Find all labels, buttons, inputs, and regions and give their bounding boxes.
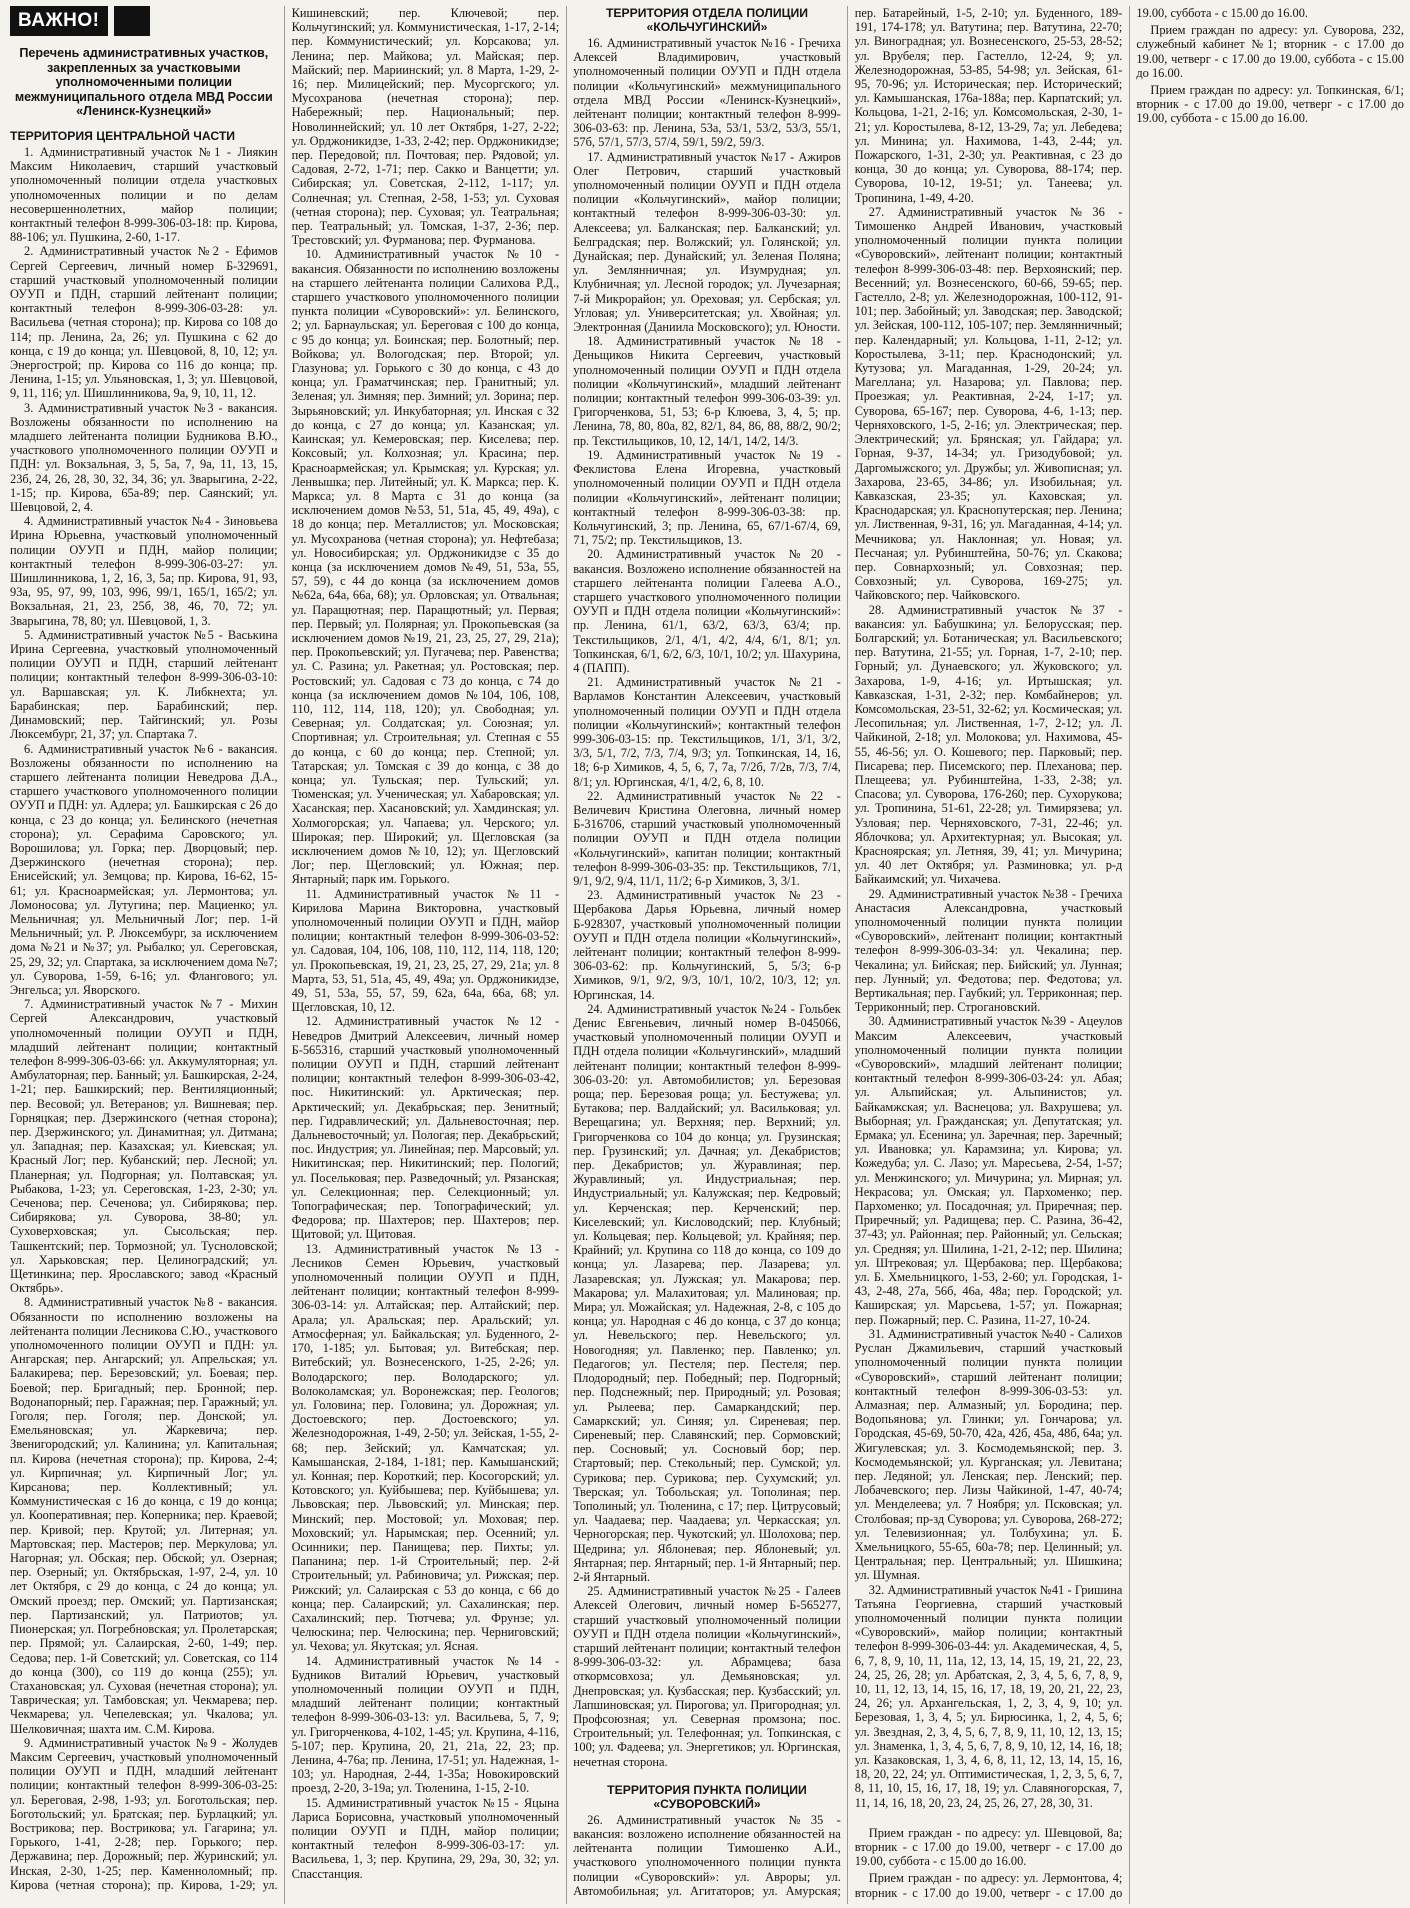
- district-entry: 10. Административный участок №10 - вакансия. Обязанности по исполнению возложены на старшего лейтенанта полиции Салихова Р.Д., старшего участкового уполномоченного полиции пункта полиции «Суворовский»: ул. Белинского, 2; ул. Барнаульская; ул. Береговая с 100 до конца, с 95 до конца; ул. Боинская; пер. Болотный; пер. Войкова; ул. Вологодская; пер. Второй; ул. Глазунова; ул. Горького с 30 до конца, с 43 до конца; ул. Граматчинская; пер. Гранитный; ул. Зеленая; ул. Зимняя; пер. Зимний; ул. Зорина; пер. Зырьяновский; ул. Инкубаторная; ул. Инская с 32 до конца, с 27 до конца; ул. Казанская; ул. Каинская; ул. Кемеровская; пер. Киселева; пер. Коксовый; ул. Колхозная; ул. Красина; пер. Красноармейская; ул. Крымская; ул. Курская; ул. Ленвышка; пер. Литейный; ул. К. Маркса; пер. К. Маркса; ул. 8 Марта с 31 до конца (за исключением домов №53, 51, 51а, 45, 49, 49а), с 18 до конца; пер. Металлистов; ул. Московская; ул. Мусохранова (четная сторона); ул. Нефтебаза; ул. Новосибирская; ул. Орджоникидзе с 35 до конца (за исключением домов №49, 51, 53а, 55, 57, 59), с 44 до конца (за исключением домов №62а, 64а, 66а, 68); ул. Орловская; ул. Отвальная; ул. Паращютная; пер. Паращютный; ул. Первая; пер. Первый; ул. Полярная; ул. Прокопьевская (за исключением домов №19, 21, 23, 25, 27, 29, 21а); пер. Прокопьевский; ул. Пугачева; пер. Равенства; ул. С. Разина; ул. Ракетная; ул. Ростовская; пер. Ростовский; ул. Садовая с 73 до конца, с 74 до конца (за исключением домов №104, 106, 108, 110, 112, 114, 118, 120); ул. Свободная; ул. Северная; ул. Солдатская; ул. Союзная; ул. Спортивная; ул. Строительная; ул. Степная с 55 до конца, с 60 до конца; пер. Степной; ул. Татарская; ул. Томская с 39 до конца, с 38 до конца; ул. Тульская; пер. Тульский; ул. Тюменская; ул. Ученическая; ул. Хабаровская; ул. Хасанская; пер. Хасановский; ул. Хамдинская; ул. Холмогорская; ул. Чапаева; ул. Черского; ул. Широкая; пер. Широкий; ул. Щегловская (за исключением домов №10, 12); ул. Щегловский Лог; пер. Щегловский; ул. Южная; пер. Янтарный; парк им. Горького.: [291, 247, 560, 887]
- district-entry: 18. Административный участок №18 - Деньщиков Никита Сергеевич, участковый уполномоченный полиции ОУУП и ПДН отдела полиции «Кольчугинский», младший лейтенант полиции; контактный телефон 999-306-03-39: ул. Григорченкова, 51, 53; 6-р Клюева, 3, 4, 5; пр. Ленина, 78, 80, 80а, 82, 82/1, 84, 86, 88, 88/2, 90/2; пр. Текстильщиков, 10, 12, 14/1, 14/2, 14/3.: [573, 334, 841, 448]
- district-entry: 22. Административный участок №22 - Величевич Кристина Олеговна, личный номер Б-316706, старший участковый уполномоченный полиции ОУУП и ПДН отдела полиции «Кольчугинский», капитан полиции; контактный телефон 8-999-306-03-35: пр. Текстильщиков, 7/1, 9/1, 9/2, 9/4, 11/1, 11/2; 6-р Химиков, 3, 3/1.: [573, 788, 841, 888]
- district-entry: 4. Административный участок №4 - Зиновьева Ирина Юрьевна, участковый уполномоченный полиции ОУУП и ПДН, майор полиции; контактный телефон 8-999-306-03-27: ул. Шишлинникова, 1, 2, 16, 3, 5а; пр. Кирова, 91, 93, 93а, 95, 97, 99, 103, 996, 99/1, 165/1, 165/2; ул. Вокзальная, 21, 23, 25б, 38, 46, 70, 72; ул. Зварыгина, 78, 80; ул. Шевцовой, 1, 3.: [10, 514, 278, 628]
- district-entry: 3. Административный участок №3 - вакансия. Возложены обязанности по исполнению на младшего лейтенанта полиции Будникова В.Ю., участкового уполномоченного полиции ОУУП и ПДН: ул. Вокзальная, 3, 5, 5а, 7, 9а, 11, 13, 15, 23б, 24, 26, 28, 30, 32, 34, 36; ул. Зварыгина, 2-22, 1-15; пр. Кирова, 65а-89; пер. Саянский; ул. Шевцовой, 2, 4.: [10, 400, 278, 515]
- district-entry: 6. Административный участок №6 - вакансия. Возложены обязанности по исполнению на старшего лейтенанта полиции Неведрова Д.А., старшего участкового уполномоченного полиции ОУУП и ПДН: ул. Адлера; ул. Башкирская с 26 до конца, с 23 до конца; ул. Белинского (нечетная сторона); ул. Серафима Саровского; ул. Ворошилова; ул. Горка; пер. Дворцовый; пер. Дзержинского (нечетная сторона); пер. Енисейский; ул. Земцова; пр. Кирова, 16-62, 15-61; ул. Красноармейская; ул. Лермонтова; ул. Ломоносова; ул. Лутугина; пер. Мациенко; ул. Мельничная; ул. Мельничный Лог; пер. 1-й Мельничный; ул. Р. Люксембург, за исключением дома №21 и №37; ул. Рыбалко; ул. Сереговская, 25, 29, 32; ул. Спартака, за исключением дома №7; ул. Суворова, 1-59, 6-16; ул. Флангового; ул. Энгельса; ул. Яворского.: [10, 741, 278, 997]
- district-entry: 13. Административный участок №13 - Лесников Семен Юрьевич, участковый уполномоченный полиции ОУУП и ПДН, лейтенант полиции; контактный телефон 8-999-306-03-14: ул. Алтайская; пер. Алтайский; пер. Арала; ул. Аральская; пер. Аральский; ул. Атмосферная; ул. Байкальская; ул. Буденного, 2-170, 1-185; ул. Бытовая; ул. Витебская; пер. Витебский; ул. Вознесенского, 1-25, 2-26; ул. Володарского; пер. Володарского; ул. Волоколамская; ул. Воронежская; пер. Геологов; ул. Головина; пер. Головина; ул. Дорожная; ул. Достоевского; пер. Достоевского; ул. Железнодорожная, 1-49, 2-50; ул. Зейская, 1-55, 2-68; пер. Зейский; ул. Камчатская; ул. Камышанская, 2-184, 1-181; пер. Камышанский; ул. Конная; пер. Короткий; пер. Косогорский; ул. Котовского; ул. Куйбышева; пер. Куйбышева; ул. Львовская; пер. Львовский; ул. Минская; пер. Минский; пер. Мостовой; ул. Моховая; пер. Моховский; ул. Нарымская; пер. Осенний; ул. Осинники; пер. Панищева; пер. Пихты; ул. Папанина; пер. 1-й Строительный; пер. 2-й Строительный; ул. Рабиновича; ул. Рижская; пер. Рижский; ул. Салаирская с 53 до конца, с 66 до конца; пер. Салаирский; ул. Сахалинская; пер. Сахалинский; пер. Тютчева; ул. Фрунзе; ул. Челюскина; пер. Челюскина; пер. Черниговский; ул. Чехова; ул. Якутская; ул. Ясная.: [291, 1241, 560, 1654]
- district-entry: 17. Административный участок №17 - Ажиров Олег Петрович, старший участковый уполномоченный полиции ОУУП и ПДН отдела полиции «Кольчугинский», майор полиции; контактный телефон 8-999-306-03-30: ул. Алексеева; ул. Балканская; пер. Балканский; ул. Белградская; пер. Волжский; ул. Голянской; ул. Дунайская; пер. Дунайский; ул. Зеленая Поляна; ул. Землянничная; ул. Изумрудная; ул. Клубничная; ул. Лесной городок; ул. Лучезарная; 7-й Микрорайон; ул. Ореховая; ул. Сербская; ул. Угловая; ул. Университетская; ул. Хвойная; ул. Электронная (Даниила Московского); ул. Юности.: [573, 149, 841, 335]
- district-entry: 16. Административный участок №16 - Гречиха Алексей Владимирович, участковый уполномоченный полиции ОУУП и ПДН отдела полиции «Кольчугинский» межмуниципального отдела МВД России «Ленинск-Кузнецкий», лейтенант полиции; контактный телефон 8-999-306-03-63: пр. Ленина, 53а, 53/1, 53/2, 53/3, 55/1, 57б, 57/1, 57/3, 57/4, 59/1, 59/2, 59/3.: [573, 36, 841, 150]
- district-entry: 12. Административный участок №12 - Неведров Дмитрий Алексеевич, личный номер Б-565316, старший участковый уполномоченный полиции ОУУП и ПДН, старший лейтенант полиции; контактный телефон 8-999-306-03-42, пос. Никитинский: ул. Арктическая; пер. Арктический; ул. Декабрьская; пер. Зенитный; пер. Гидравлический; ул. Дальневосточная; пер. Дальневосточный; ул. Пологая; пер. Декабрьский; пос. Индустрия; ул. Линейная; пер. Марсовый; ул. Никитинская; пер. Никитинский; пер. Пологий; ул. Посельковая; пер. Разведочный; ул. Рязанская; ул. Селекционная; пер. Селекционный; ул. Топографическая; пер. Топографический; ул. Федорова; пр. Шахтеров; пер. Шахтеров; пер. Щитовой; ул. Щитовая.: [291, 1014, 560, 1242]
- sections-container: [10, 6, 1122, 1904]
- territory-heading: ТЕРРИТОРИЯ ОТДЕЛА ПОЛИЦИИ «КОЛЬЧУГИНСКИЙ»: [605, 6, 809, 34]
- district-entry: 25. Административный участок №25 - Галеев Алексей Олегович, личный номер Б-565277, старший участковый уполномоченный полиции ОУУП и ПДН отдела полиции «Кольчугинский», старший лейтенант полиции; контактный телефон 8-999-306-03-32: ул. Абрамцева; база откормсовхоза; ул. Демьяновская; ул. Днепровская; ул. Кузбасская; пер. Кузбасский; ул. Лапшиновская; ул. Пирогова; ул. Пригородная; ул. Профсоюзная; ул. Северная промзона; пос. Строительный; ул. Телефонная; ул. Топкинская, с 100; ул. Фадеева; ул. Энергетиков; ул. Юргинская, нечетная сторона.: [573, 1584, 841, 1769]
- district-entry: 29. Административный участок №38 - Гречиха Анастасия Александровна, участковый уполномоченный полиции пункта полиции «Суворовский», лейтенант полиции; контактный телефон 8-999-306-03-34: ул. Чекалина; пер. Чекалина; ул. Бийская; пер. Бийский; ул. Лунная; пер. Лунный; ул. Федотова; пер. Федотова; ул. Вертикальная; пер. Гаубкий; ул. Терриконная; пер. Терриконный; пер. Строгановский.: [854, 886, 1123, 1015]
- document-title: Перечень административных участков, закрепленных за участковыми уполномоченными полиции межмуниципального отдела МВД России «Ленинск-Кузнецкий»: [14, 46, 273, 119]
- reception-line: Прием граждан по адресу: ул. Топкинская, 6/1; вторник - с 17.00 до 19.00, четверг - с 17.00 до 19.00, суббота - с 15.00 до 16.00.: [1136, 83, 1404, 126]
- banner-block-icon: [114, 6, 150, 36]
- district-entry: 9. Административный участок №9 - Жолудев Максим Сергеевич, участковый уполномоченный полиции ОУУП и ПДН, младший лейтенант полиции; контактный телефон 8-999-306-03-25: ул. Береговая, 2-98, 1-93; ул. Боготольская; пер. Боготольский; ул. Братская; пер. Бурлацкий; ул. Вострикова; пер. Вострикова; ул. Гагарина; ул. Горького, 1-41, 2-28; пер. Горького; пер. Державина; пер. Дорожный; пер. Журинский; ул. Инская, 2-30, 1-25; пер. Каменноломный; пр. Кирова (четная сторона); пр. Кирова, 1-29; ул. Кишиневский; пер. Ключевой; пер. Кольчугинский; ул. Коммунистическая, 1-17, 2-14; пер. Коммунистический; ул. Корсакова; ул. Ленина; пер. Майкова; ул. Майская; пер. Майский; пер. Мариинский; ул. 8 Марта, 1-29, 2-16; пер. Милицейский; пер. Мусоргского; ул. Мусохранова (нечетная сторона); пер. Набережный; пер. Национальный; пер. Новолиннейский; ул. 10 лет Октября, 1-27, 2-22; ул. Орджоникидзе, 1-33, 2-42; пер. Орджоникидзе; пер. Передовой; пл. Почтовая; пер. Рядовой; ул. Садовая, 2-72, 1-71; пер. Сакко и Ванцетти; ул. Сибирская; ул. Советская, 2-112, 1-117; ул. Солнечная; ул. Степная, 2-58, 1-53; ул. Суховая (четная сторона); пер. Суховая; ул. Театральная; пер. Театральный; ул. Томская, 1-37, 2-36; пер. Трестовский; ул. Фурманова; пер. Фурманова.: [10, 6, 560, 1892]
- district-entry: 24. Административный участок №24 - Гольбек Денис Евгеньевич, личный номер В-045066, участковый уполномоченный полиции ОУУП и ПДН отдела полиции «Кольчугинский», младший лейтенант полиции; контактный телефон 8-999-306-03-20: ул. Автомобилистов; ул. Березовая роща; пер. Березовая роща; ул. Бестужева; ул. Бутакова; пер. Валдайский; ул. Васильковая; ул. Верещагина; ул. Верхняя; пер. Верхний; ул. Григорченкова со 104 до конца; ул. Грузинская; пер. Грузинский; ул. Дачная; ул. Декабристов; пер. Декабристов; ул. Журавлиная; пер. Журавлиный; ул. Индустриальная; пер. Индустриальный; ул. Калужская; пер. Кедровый; ул. Керченская; пер. Керченский; пер. Киселевский; ул. Кисловодский; пер. Клубный; ул. Кольцевая; пер. Кольцевой; ул. Крайняя; пер. Крайний; ул. Крупина со 118 до конца, со 109 до конца; ул. Лазарева; пер. Лазарева; ул. Лазаревская; ул. Лужская; ул. Макарова; пер. Макарова; ул. Малахитовая; ул. Малиновая; пр. Мира; ул. Можайская; ул. Надежная, 2-8, с 105 до конца; ул. Народная с 46 до конца, с 37 до конца; ул. Невельского; пер. Невельского; ул. Новогодняя; ул. Павленко; пер. Павленко; ул. Педагогов; ул. Пестеля; пер. Пестеля; пер. Плодородный; пер. Победный; пер. Подгорный; пер. Подснежный; пер. Природный; ул. Розовая; ул. Рылеева; пер. Самаркандский; пер. Самаркский; ул. Синяя; ул. Сиреневая; пер. Сиреневый; пер. Славянский; пер. Сормовский; пер. Сосновый; ул. Сосновый бор; пер. Стартовый; пер. Стекольный; пер. Сумской; ул. Сурикова; пер. Сурикова; пер. Сухумский; ул. Тверская; ул. Тобольская; ул. Тополиная; пер. Тополиный; ул. Тюленина, с 17; пер. Цитрусовый; ул. Чаадаева; пер. Чаадаева; ул. Черкасская; ул. Черногорская; пер. Чукотский; ул. Шолохова; пер. Щедрина; ул. Яблоневая; пер. Яблоневый; ул. Янтарная; пер. Янтарный; пер. 1-й Янтарный; пер. 2-й Янтарный.: [573, 1001, 841, 1584]
- district-entry: 23. Административный участок №23 - Щербакова Дарья Юрьевна, личный номер Б-928307, участковый уполномоченный полиции ОУУП и ПДН отдела полиции «Кольчугинский», лейтенант полиции; контактный телефон 8-999-306-03-62: пр. Кольчугинский, 5, 5/3; 6-р Химиков, 9/1, 9/2, 9/3, 10/1, 10/2, 10/3, 12; ул. Юргинская, 14.: [573, 888, 841, 1002]
- district-entry: 14. Административный участок №14 - Будников Виталий Юрьевич, участковый уполномоченный полиции ОУУП и ПДН, младший лейтенант полиции; контактный телефон 8-999-306-03-13: ул. Васильева, 5, 7, 9; ул. Григорченкова, 4-102, 1-45; ул. Крупина, 4-116, 5-107; пер. Крупина, 20, 21, 21а, 22, 23; пр. Ленина, 4-76а; пр. Ленина, 17-51; ул. Надежная, 1-103; ул. Народная, 2-44, 1-35а; Новокировский проезд, 2-20, 3-19а; ул. Тюленина, 1-15, 2-10.: [291, 1653, 560, 1796]
- territory-heading: ТЕРРИТОРИЯ ЦЕНТРАЛЬНОЙ ЧАСТИ: [10, 128, 236, 143]
- district-entry: 19. Административный участок №19 - Феклистова Елена Игоревна, участковый уполномоченный полиции ОУУП и ПДН отдела полиции «Кольчугинский», лейтенант полиции; контактный телефон 8-999-306-03-38: пр. Кольчугинский, 3; пр. Ленина, 65, 67/1-67/4, 69, 71, 75/2; пр. Текстильщиков, 13.: [573, 447, 841, 548]
- district-entry: 15. Административный участок №15 - Яцына Лариса Борисовна, участковый уполномоченный полиции ОУУП и ПДН, майор полиции; контактный телефон 8-999-306-03-17: ул. Васильева, 1, 3; пер. Крупина, 29, 29а, 30, 32; ул. Спасстанция.: [291, 1795, 560, 1881]
- district-entry: 30. Административный участок №39 - Ацеулов Максим Алексеевич, участковый уполномоченный полиции пункта полиции «Суворовский», младший лейтенант полиции; контактный телефон 8-999-306-03-24: ул. Абая; ул. Альпийская; ул. Альпинистов; ул. Байкамжская; ул. Васнецова; ул. Вахрушева; ул. Выборная; ул. Гражданская; ул. Депутатская; ул. Ермака; ул. Есенина; ул. Заречная; пер. Заречный; ул. Ивановка; ул. Карамзина; ул. Кирова; ул. Кожедуба; ул. С. Лазо; ул. Маресьева, 2-54, 1-57; ул. Менжинского; ул. Мичурина; ул. Мирная; ул. Некрасова; ул. Омская; ул. Пархоменко; пер. Пархоменко; ул. Посадочная; ул. Приречная; пер. Приречный; ул. Радищева; пер. С. Разина, 36-42, 37-43; ул. Районная; пер. Районный; ул. Сельская; ул. Средняя; ул. Шилина, 1-21, 2-12; пер. Шилина; ул. Штрековая; ул. Щербакова; пер. Щербакова; ул. Б. Хмельницкого, 1-53, 2-60; ул. Городская, 1-43, 2-48, 27а, 56б, 46а, 48а; пер. Городской; ул. Каширская; ул. Марсьева, 1-57; ул. Пожарная; пер. Пожарный; пер. С. Разина, 11-27, 10-24.: [854, 1014, 1123, 1327]
- district-entry: 26. Административный участок №35 - вакансия: возложено исполнение обязанностей на лейтенанта полиции Тимошенко А.И., участкового уполномоченного полиции пункта полиции «Суворовский»: ул. Авроры; ул. Автомобильная; ул. Агитаторов; ул. Амурская; пер. Батарейный, 1-5, 2-10; ул. Буденного, 189-191, 174-178; ул. Ватутина; пер. Ватутина, 22-70; ул. Виноградная; ул. Вознесенского, 25-53, 28-52; ул. Врубеля; пер. Гастелло, 12-24, 9; ул. Железнодорожная, 53-85, 54-98; ул. Зейская, 61-95, 70-96; ул. Историческая; пер. Исторический; ул. Камышанская, 176а-188а; пер. Карпатский; ул. Кольцова, 1-21, 2-16; ул. Комсомольская, 2-30, 1-21; ул. Коростылева, 8-12, 13-29, 7а; ул. Лебедева; ул. Минина; ул. Нахимова, 1-43, 2-44; ул. Пожарского, 1-31, 2-30; ул. Реактивная, с 23 до конца, 30 до конца; ул. Суворова, 88-174; пер. Суворова, 10-12, 19-51; ул. Танеева; ул. Тропинина, 1-49, 4-20.: [573, 6, 1123, 1898]
- district-entry: 28. Административный участок №37 - вакансия: ул. Бабушкина; ул. Белорусская; пер. Болгарский; ул. Ботаническая; ул. Васильевского; пер. Ватутина, 21-55; ул. Горная, 1-7, 2-10; пер. Горный; ул. Дунаевского; ул. Жуковского; ул. Захарова, 1-9, 4-16; ул. Иртышская; ул. Кавказская, 1-31, 2-32; пер. Комбайнеров; ул. Комсомольская, 23-51, 32-62; ул. Космическая; ул. Лесопильная; ул. Лиственная, 1-7, 2-12; ул. Л. Чайкиной, 2-18; ул. Молокова; ул. Нахимова, 45-55, 46-56; ул. О. Кошевого; пер. Парковый; пер. Писарева; пер. Писемского; пер. Плеханова; пер. Плещеева; ул. Рубинштейна, 1-33, 2-38; ул. Спасова; ул. Суворова, 176-260; пер. Сухорукова; ул. Тропинина, 51-61, 22-28; ул. Тимирязева; ул. Узловая; пер. Черняховского, 7-31, 22-46; ул. Яблочкова; ул. Архитектурная; ул. Высокая; ул. Красноярская; ул. Летняя, 39, 41; ул. Мичурина; ул. 40 лет Октября; ул. Разминовка; ул. р-д Байкаимский; ул. Чихачева.: [854, 602, 1123, 887]
- district-entry: 27. Административный участок №36 - Тимошенко Андрей Иванович, участковый уполномоченный полиции пункта полиции «Суворовский», лейтенант полиции; контактный телефон 8-999-306-03-48: пер. Верхоянский; пер. Весенний; ул. Вознесенского, 60-66, 59-65; пер. Гастелло, 2-8; ул. Железнодорожная, 100-112, 91-101; пер. Забойный; ул. Заводская; пер. Заводской; ул. Зейская, 100-112, 105-107; пер. Землянничный; пер. Календарный; ул. Кольцова, 1-11, 2-12; ул. Коростылева, 3-11; пер. Краснодонский; ул. Кутузова; ул. Магаданная, 1-29, 20-24; ул. Магеллана; ул. Назарова; ул. Павлова; пер. Проезжая; ул. Реактивная, 2-24, 1-17; ул. Суворова, 65-167; пер. Суворова, 4-6, 1-13; пер. Черняховского, 1-5, 2-16; ул. Электрическая; пер. Электрический; ул. Брянская; ул. Гайдара; ул. Горная, 9-37, 14-34; ул. Гризодубовой; ул. Даргомыжского; ул. Дружбы; ул. Живописная; ул. Захарова, 23-65, 34-86; ул. Изобильная; ул. Кавказская, 23-35; ул. Каховская; ул. Краснодарская; ул. Краснопутерская; пер. Ленина; ул. Лиственная, 9-31, 16; ул. Магаданная, 4-14; ул. Мечникова; ул. Наклонная; ул. Новая; ул. Песчаная; ул. Рубинштейна, 50-76; ул. Скакова; пер. Совнархозный; ул. Совхозная; пер. Совхозный; ул. Суворова, 169-275; ул. Чайковского; пер. Чайковского.: [854, 204, 1123, 603]
- reception-line: Прием граждан - по адресу: ул. Шевцовой, 8а; вторник - с 17.00 до 19.00, четверг - с 17.00 до 19.00, суббота - с 15.00 до 16.00.: [854, 1825, 1123, 1869]
- district-entry: 20. Административный участок №20 - вакансия. Возложено исполнение обязанностей на старшего лейтенанта полиции Галеева А.О., старшего участкового уполномоченного полиции ОУУП и ПДН отдела полиции «Кольчугинский»: пр. Ленина, 61/1, 63/2, 63/3, 63/4; пр. Текстильщиков, 2/1, 4/1, 4/2, 4/4, 6/1, 8/1; ул. Топкинская, 6/1, 6/2, 6/3, 10/1, 10/2; ул. Шахурина, 4 (ПАПП).: [573, 547, 841, 675]
- reception-line: Прием граждан - по адресу: ул. Лермонтова, 4; вторник - с 17.00 до 19.00, четверг - с 17.00 до 19.00, суббота - с 15.00 до 16.00.: [854, 6, 1308, 1900]
- important-banner: ВАЖНО!: [10, 6, 108, 36]
- district-entry: 11. Административный участок №11 - Кирилова Марина Викторовна, участковый уполномоченный полиции ОУУП и ПДН, майор полиции; контактный телефон 8-999-306-03-52: ул. Садовая, 104, 106, 108, 110, 112, 114, 118, 120; ул. Прокопьевская, 19, 21, 23, 25, 27, 29, 21а; ул. 8 Марта, 53, 51, 51а, 45, 49, 49а; ул. Орджоникидзе, 49, 51, 53а, 55, 57, 59, 62а, 64а, 66а, 68; ул. Щегловская, 10, 12.: [291, 886, 560, 1015]
- district-entry: 31. Административный участок №40 - Салихов Руслан Джамильевич, старший участковый уполномоченный полиции пункта полиции «Суворовский», старший лейтенант полиции; контактный телефон 8-999-306-03-53: ул. Алмазная; пер. Алмазный; ул. Бородина; пер. Водопьянова; ул. Глинки; ул. Гончарова; ул. Городская, 45-69, 50-70, 42а, 42б, 45а, 48б, 64а; ул. Жигулевская; ул. З. Космодемьянской; пер. З. Космодемьянской; ул. Курганская; ул. Левитана; пер. Ледяной; ул. Ленская; пер. Ленский; пер. Лобачевского; пер. Лизы Чайкиной, 1-47, 40-74; ул. Менделеева; ул. 7 Ноября; ул. Псковская; ул. Столбовая; пр-зд Суворова; ул. Суворова, 268-272; ул. Телевизионная; ул. Толбухина; ул. Б. Хмельницкого, 55-65, 60а-78; пер. Целинный; ул. Центральная; пер. Центральный; ул. Шишкина; ул. Шумная.: [854, 1326, 1123, 1583]
- territory-heading: ТЕРРИТОРИЯ ПУНКТА ПОЛИЦИИ «СУВОРОВСКИЙ»: [607, 1782, 807, 1811]
- district-entry: 32. Административный участок №41 - Гришина Татьяна Георгиевна, старший участковый уполномоченный полиции пункта полиции «Суворовский», майор полиции; контактный телефон 8-999-306-03-44: ул. Академическая, 4, 5, 6, 7, 8, 9, 10, 11, 11а, 12, 13, 14, 15, 19, 21, 22, 23, 24, 25, 26, 28; ул. Арбатская, 2, 3, 4, 5, 6, 7, 8, 9, 10, 11, 12, 13, 14, 15, 16, 17, 18, 19, 20, 21, 22, 23, 24, 26; ул. Архангельская, 1, 2, 3, 4, 9, 10; ул. Березовая, 1, 3, 4, 5; ул. Бирюсинка, 1, 2, 4, 5, 6; ул. Звездная, 2, 3, 4, 5, 6, 7, 8, 9, 11, 10, 12, 13, 15; ул. Знаменка, 1, 3, 4, 5, 6, 7, 8, 9, 10, 12, 14, 16, 18; ул. Казаковская, 1, 3, 4, 6, 8, 11, 12, 13, 14, 15, 16, 18, 20, 22, 24; ул. Оптимистическая, 1, 2, 3, 5, 6, 7, 8, 11, 10, 15, 16, 17, 18, 19; ул. Славяногорская, 7, 11, 14, 16, 18, 20, 23, 24, 25, 26, 27, 28, 30, 31.: [854, 1582, 1123, 1810]
- district-entry: 21. Административный участок №21 - Варламов Константин Алексеевич, участковый уполномоченный полиции ОУУП и ПДН отдела полиции «Кольчугинский»; контактный телефон 999-306-03-15: пр. Текстильщиков, 1/1, 3/1, 3/2, 3/3, 5/1, 7/2, 7/3, 7/4, 9/3; ул. Топкинская, 14, 16, 18; 6-р Химиков, 4, 5, 6, 7, 7а, 7/2б, 7/2в, 7/3, 7/4, 8/1; ул. Юргинская, 4/1, 4/2, 6, 8, 10.: [573, 675, 841, 789]
- district-entry: 1. Административный участок №1 - Лиякин Максим Николаевич, старший участковый уполномоченный полиции отдела участковых уполномоченных полиции и по делам несовершеннолетних, майор полиции; контактный телефон 8-999-306-03-18: пр. Кирова, 88-106; ул. Пушкина, 2-60, 1-17.: [10, 144, 278, 245]
- article-columns: [10, 6, 1404, 1904]
- district-entry: 7. Административный участок №7 - Михин Сергей Александрович, участковый уполномоченный полиции ОУУП и ПДН, младший лейтенант полиции; контактный телефон 8-999-306-03-66: ул. Аккумуляторная; ул. Амбулаторная; пер. Банный; ул. Башкирская, 2-24, 1-21; пер. Башкирский; пер. Вентиляционный; пер. Весовой; ул. Ветеранов; ул. Вишневая; пер. Горняцкая; пер. Дзержинского (четная сторона); пер. Дзержинского; ул. Динамитная; ул. Дитмана; ул. Западная; пер. Казахская; ул. Киевская; ул. Красный Лог; пер. Кубанский; пер. Лесной; ул. Планерная; ул. Подгорная; ул. Полтавская; ул. Рыбакова, 1-23; ул. Сереговская, 1-23, 2-30; ул. Сеченова; пер. Сеченова; ул. Сибирякова; пер. Сибирякова; ул. Суворова, 38-80; ул. Суховерховская; ул. Сысольская; пер. Ташкентский; пер. Тормозной; ул. Тусноловской; ул. Харьковская; пер. Целиноградский; ул. Щетинкина; пер. Ярославского; завод «Красный Октябрь».: [10, 997, 278, 1296]
- district-entry: 2. Административный участок №2 - Ефимов Сергей Сергеевич, личный номер Б-329691, старший участковый уполномоченный полиции ОУУП и ПДН, старший лейтенант полиции; контактный телефон 8-999-306-03-28: ул. Васильева (четная сторона); пр. Кирова со 108 до 114; пр. Ленина, 2а, 26; ул. Пушкина с 62 до конца, с 19 до конца; ул. Шевцовой, 8, 10, 12; ул. Энергострой; пр. Кирова со 116 до конца; пр. Ленина, 1-15; ул. Ульяновская, 1, 3; ул. Шевцовой, 9, 11, 116; ул. Шишлинникова, 9а, 9, 10, 11, 12.: [10, 244, 278, 401]
- header-strip: [10, 6, 278, 36]
- district-entry: 5. Административный участок №5 - Васькина Ирина Сергеевна, участковый уполномоченный полиции ОУУП и ПДН, старший лейтенант полиции; контактный телефон 8-999-306-03-10: ул. Варшавская; ул. К. Либкнехта; ул. Барабинская; пер. Барабинский; пер. Динамовский; пер. Тайгинский; ул. Розы Люксембург, 21, 37; ул. Спартака 7.: [10, 627, 278, 742]
- reception-line: Прием граждан по адресу: ул. Суворова, 232, служебный кабинет №1; вторник - с 17.00 до 19.00, четверг - с 17.00 до 19.00, суббота - с 15.00 до 16.00.: [1136, 23, 1404, 80]
- district-entry: 8. Административный участок №8 - вакансия. Обязанности по исполнению возложены на лейтенанта полиции Лесникова С.Ю., участкового уполномоченного полиции ОУУП и ПДН: ул. Ангарская; пер. Ангарский; ул. Апрельская; ул. Балакирева; пер. Березовский; ул. Боевая; пер. Боевой; пер. Бригадный; пер. Бронной; пер. Водонапорный; пер. Гаражная; пер. Гаражный; ул. Гоголя; пер. Гоголя; пер. Донской; ул. Емельяновская; ул. Жаркевича; пер. Звенигородский; ул. Калинина; ул. Капитальная; пл. Кирова (нечетная сторона); пр. Кирова, 2-4; ул. Кирпичная; ул. Кирпичный Лог; ул. Кирсанова; пер. Коллективный; ул. Коммунистическая с 16 до конца, с 19 до конца; ул. Кооперативная; пер. Коперника; пер. Краевой; пер. Кривой; пер. Крутой; ул. Литерная; ул. Мартовская; пер. Мастеров; пер. Меркулова; ул. Нагорная; ул. Обская; пер. Обской; ул. Озерная; пер. Озерный; ул. Октябрьская, 1-97, 2-4, ул. 10 лет Октября, с 29 до конца, с 24 до конца; ул. Омский проезд; пер. Омский; ул. Партизанская; пер. Партизанский; ул. Патриотов; ул. Пионерская; ул. Погребновская; ул. Пролетарская; пер. Прямой; ул. Салаирская, 2-60, 1-49; пер. Седова; пер. 1-й Советский; ул. Советская, со 114 до конца (300), со 119 до конца (255); ул. Стахановская; ул. Суховая (нечетная сторона); ул. Таврическая; ул. Тамбовская; ул. Чекмарева; пер. Чекмарева; ул. Чепелевская; ул. Чкалова; ул. Шелковичная; шахта им. С.М. Кирова.: [10, 1295, 278, 1736]
